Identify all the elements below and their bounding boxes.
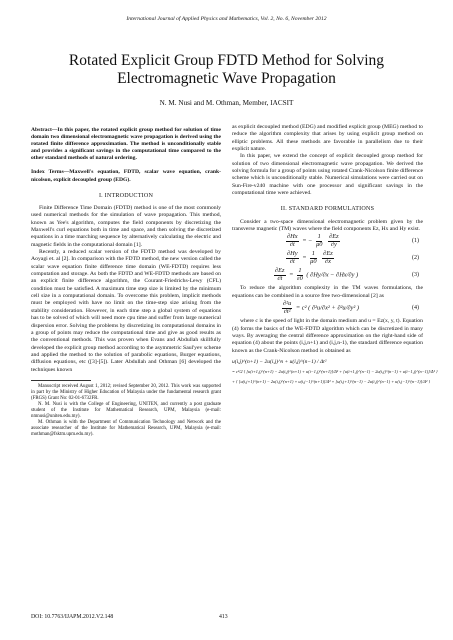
equation-line: + { [u(i,j+1)^(n+1) − 2u(i,j)^(n+1) + u(i,j−1)^(n+1)]/Δ² + [u(i,j+1)^(n−1) − 2u(i,j)^(n−1) + u(i,j−1)^(n−1)]/Δ² } — [232, 378, 431, 384]
journal-header: International Journal of Applied Physics and Mathematics, Vol. 2, No. 6, November 2012 — [126, 16, 327, 22]
equation-3: $\frac{\partial Ez}{\partial t}$ = $\frac{1}{\varepsilon 0}$ ( ∂Hy/∂x − ∂Hx/∂y ) (3) — [275, 267, 419, 282]
title-line: Electromagnetic Wave Propagation — [117, 70, 336, 87]
section-heading: I. INTRODUCTION — [98, 192, 154, 199]
authors: N. M. Nusi and M. Othman, Member, IACSIT — [159, 99, 294, 107]
equation-number: (2) — [412, 255, 419, 262]
paragraph: Consider a two-space dimensional electromagnetic problem given by the transverse magnetic (TM) waves where the field components Ez, Hx and Hy exist. — [232, 218, 423, 233]
footnote-divider — [31, 380, 91, 381]
equation-number: (1) — [412, 238, 419, 245]
footnote: M. Othman is with the Department of Communication Technology and Network and the associate researcher of the Institute for Mathematical Research, UPM, Malaysia (e-mail: mothman@fsktm.upm.edu.my). — [31, 419, 221, 437]
crank-nicolson-equation — [232, 357, 438, 387]
paragraph: where c is the speed of light in the domain medium and u = Ez(x, y, t). Equation (4) forms the basics of the WE-FDTD algorithm which can be discretized in many ways. By averaging the central difference approximation on the right-hand side of equation (4) about the points (i,j,n+1) and (i,j,n-1), the standard difference equation known as the Crank-Nicolson method is obtained as — [232, 318, 423, 354]
paragraph: Finite Difference Time Domain (FDTD) method is one of the most commonly used numerical methods for the simulation of wave propagation. This method, known as Yee's algorithm, computes the field components by discretizing the Maxwell's curl equations both in time and space, and then solving the discretized equations in a time marching sequence by alternatively calculating the electric and magnetic fields in the computational domain [1]. — [31, 205, 221, 248]
footnote: Manuscript received August 1, 2012; revised September 20, 2012. This work was supported in part by the Ministry of Higher Education of Malaysia under the fundamental research grant (FRGS) Grant No: 02-01-6732FR. — [31, 383, 221, 401]
equation-line: u(i,j)^(n+1) − 2u(i,j)^n + u(i,j)^(n−1) / Δt² — [232, 358, 327, 365]
section-heading: II. STANDARD FORMULATIONS — [280, 206, 375, 213]
right-column — [232, 124, 438, 387]
paragraph: as explicit decoupled method (EDG) and modified explicit group (MEG) method to reduce the algorithm complexity that arises by using explicit group method on elliptic problems. All these methods are favorable in parallelism due to their explicit nature. — [232, 124, 423, 153]
title-line: Rotated Explicit Group FDTD Method for Solving — [68, 52, 385, 69]
equation-1: $\frac{\partial Hx}{\partial t}$ = − $\frac{1}{\mu 0}$ $\frac{\partial Ez}{\partial y}$ (1) — [287, 233, 419, 248]
paragraph: In this paper, we extend the concept of explicit decoupled group method for solution of two dimensional electromagnetic wave propagation. We derived the solving formula for a group of points using rotated Crank-Nicolson finite difference scheme which is unconditionally stable. Numerical simulations were carried out on Sun-Fire-v240 machine with one processor and significant savings in the computational time were achieved. — [232, 153, 423, 197]
abstract: Abstract—In this paper, the rotated explicit group method for solution of time domain two dimensional electromagnetic wave propagation is derived using the rotated finite difference approximation. The method is unconditionally stable and provides a significant savings in the computational time compared to the other standard methods of natural ordering. — [31, 127, 221, 162]
equation-2: $\frac{\partial Hy}{\partial t}$ = $\frac{1}{\mu 0}$ $\frac{\partial Ez}{\partial x}$ (2) — [287, 250, 419, 265]
equation-line: = c²/2 { [u(i+1,j)^(n+1) − 2u(i,j)^(n+1) + u(i−1,j)^(n+1)]/Δ² + [u(i+1,j)^(n−1) − 2u(i,j)^(n−1) + u(i−1,j)^(n−1)]/Δ² } — [232, 368, 438, 374]
equation-4: $\frac{\text{∂²u}}{\text{∂t²}}$ = c² ( ∂²u/∂x² + ∂²u/∂y² ) (4) — [283, 300, 419, 315]
doi: DOI: 10.7763/IJAPM.2012.V2.148 — [31, 614, 114, 620]
equation-number: (4) — [412, 305, 419, 312]
paragraph: Recently, a reduced scalar version of the FDTD method was developed by Aoyagi et. al [2]. In comparison with the FDTD method, the new version called the scalar wave equation finite difference time domain (WE-FDTD) requires less computation and storage. As both the FDTD and WE-FDTD methods are based on an explicit finite difference algorithm, the Courant-Friedrichs-Lewy (CFL) condition must be satisfied. A maximum time step size is limited by the minimum cell size in a computational domain. To overcome this problem, implicit methods must be employed with have no limit on the time-step size arising from the stability consideration. However, in each time step a global system of equations has to be solved of which will need more cpu time and suffer from large numerical dispersion error. Solving the problems by discretizing its computational domains in a group of points may reduce the computational time and give as good results as the conventional methods. This was proven when Evans and Abdullah skillfully developed the explicit group method according to the asymmetric Saul'yev scheme and applied the method to the solution of parabolic equations, Burger equations, diffusion equations, etc ([3]-[5]). Later Abdullah and Othman [6] developed the techniques known — [31, 249, 221, 373]
paper-title — [40, 52, 413, 88]
paragraph: To reduce the algorithm complexity in the TM waves formulations, the equations can be combined in a source free two-dimensional [2] as — [232, 285, 423, 299]
page-number: 413 — [219, 614, 228, 620]
equation-number: (3) — [412, 272, 419, 279]
footnotes — [31, 384, 221, 438]
left-column — [31, 127, 221, 438]
index-terms: Index Terms—Maxwell's equation, FDTD, scalar wave equation, crank-nicolson, explicit decoupled group (EDG). — [31, 169, 221, 183]
footnote: N. M. Nusi is with the College of Engineering, UNITEN, and currently a post graduate student of the Institute for Mathematical Research, UPM, Malaysia (e-mail: nmnusi@uniten.edu.my). — [31, 401, 221, 419]
